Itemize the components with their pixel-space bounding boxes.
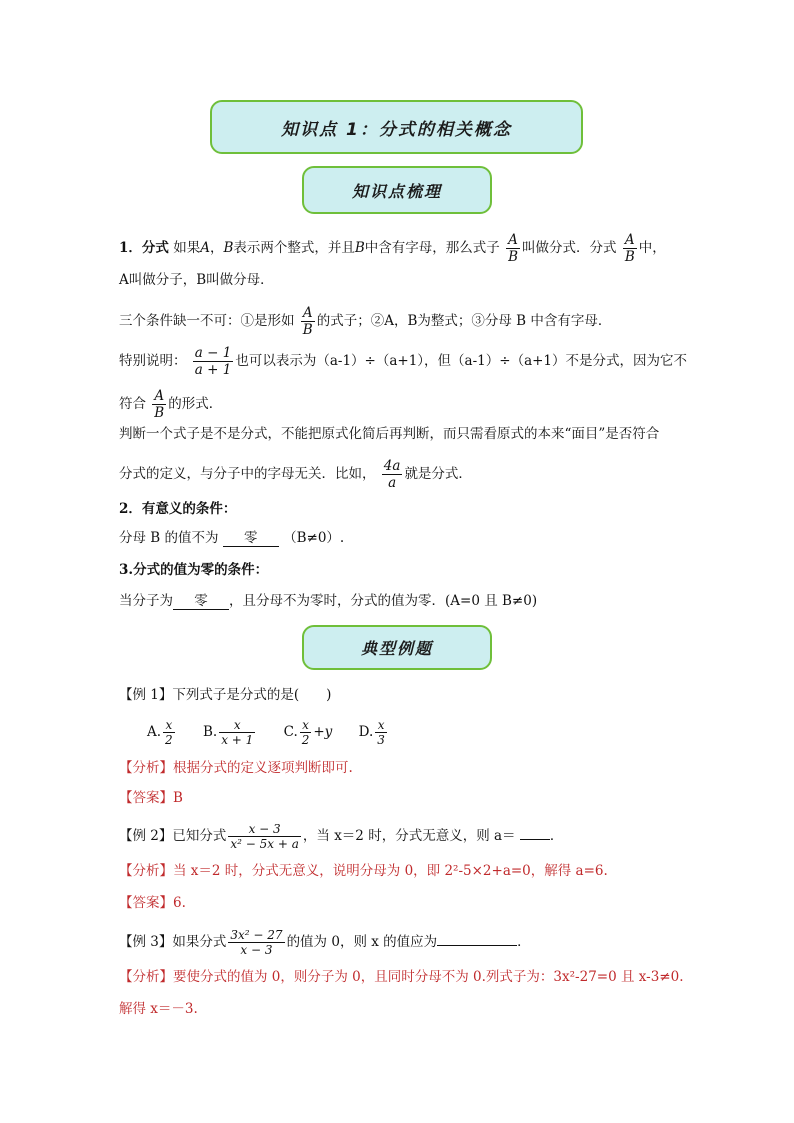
answer-text: 6. bbox=[173, 895, 186, 911]
section-2-heading: 2．有意义的条件： bbox=[119, 501, 237, 517]
definition-line-2: A叫做分子，B叫做分母． bbox=[119, 272, 274, 288]
example-2-question bbox=[119, 822, 563, 851]
text: 叫做分式．分式 bbox=[522, 240, 617, 256]
fraction-a-over-b bbox=[301, 305, 315, 338]
example-3-question bbox=[119, 928, 531, 957]
example-1-analysis bbox=[119, 758, 353, 778]
fill-blank bbox=[437, 945, 517, 946]
example-3-analysis bbox=[119, 967, 684, 987]
fraction-a-minus-1-over-a-plus-1 bbox=[193, 345, 234, 378]
option-fraction bbox=[163, 718, 175, 747]
option-fraction bbox=[375, 718, 387, 747]
text: 中含有字母，那么式子 bbox=[364, 240, 500, 256]
section-2-line bbox=[119, 528, 344, 548]
var: B bbox=[354, 240, 365, 256]
summary-banner: 知识点梳理 bbox=[302, 166, 492, 214]
special-note-line-2 bbox=[119, 388, 222, 421]
text: ． bbox=[517, 934, 531, 950]
example-label: 【例 2】 bbox=[119, 828, 173, 844]
text: 的值为 0，则 x 的值应为 bbox=[286, 934, 438, 950]
denominator: B bbox=[508, 249, 519, 265]
denominator: 2 bbox=[301, 733, 310, 747]
text: 分母 B 的值不为 bbox=[119, 530, 223, 546]
fill-blank: 零 bbox=[173, 593, 229, 610]
text: 的形式． bbox=[168, 396, 223, 412]
option-a bbox=[147, 718, 177, 747]
analysis-text: 当 x＝2 时，分式无意义，说明分母为 0，即 2²-5×2+a=0，解得 a=6. bbox=[173, 863, 608, 879]
text: 三个条件缺一不可：①是形如 bbox=[119, 313, 295, 329]
var: B bbox=[223, 240, 234, 256]
numerator: A bbox=[152, 388, 166, 405]
numerator: A bbox=[623, 232, 637, 249]
fill-blank bbox=[520, 839, 550, 840]
section-1-heading: 1．分式 bbox=[119, 240, 169, 256]
denominator: x + 1 bbox=[221, 733, 254, 747]
analysis-text: 要使分式的值为 0，则分子为 0，且同时分母不为 0.列式子为：3x²-27=0 且 x-3≠0. bbox=[173, 969, 684, 985]
option-letter: C. bbox=[283, 724, 298, 740]
denominator: B bbox=[302, 322, 313, 338]
example-1-question bbox=[119, 685, 331, 705]
denominator: a bbox=[388, 475, 397, 491]
denominator: x² − 5x + a bbox=[230, 837, 299, 851]
denominator: 3 bbox=[377, 733, 385, 747]
text: 中， bbox=[638, 240, 666, 256]
fraction-a-over-b bbox=[506, 232, 520, 265]
analysis-label: 【分析】 bbox=[119, 760, 173, 776]
text: 特别说明： bbox=[119, 353, 187, 369]
fraction-a-over-b bbox=[152, 388, 166, 421]
example-1-answer bbox=[119, 788, 183, 808]
fill-blank: 零 bbox=[223, 530, 279, 547]
text: 如果分式 bbox=[172, 934, 227, 950]
option-d bbox=[359, 718, 389, 747]
text: 也可以表示为（a-1）÷（a+1），但（a-1）÷（a+1）不是分式，因为它不 bbox=[235, 353, 688, 369]
fraction-a-over-b bbox=[623, 232, 637, 265]
numerator: x bbox=[300, 718, 312, 733]
numerator: 4a bbox=[383, 458, 401, 474]
option-b bbox=[203, 718, 257, 747]
text: 表示两个整式，并且 bbox=[233, 240, 355, 256]
numerator: a − 1 bbox=[194, 345, 232, 361]
denominator: x − 3 bbox=[240, 943, 273, 957]
conditions-line bbox=[119, 305, 611, 338]
text: 当分子为 bbox=[119, 593, 173, 609]
example-label: 【例 1】 bbox=[119, 687, 173, 703]
text: 符合 bbox=[119, 396, 146, 412]
denominator: a + 1 bbox=[194, 362, 232, 378]
text: 的式子；②A，B为整式；③分母 B 中含有字母． bbox=[316, 313, 612, 329]
text: 已知分式 bbox=[172, 828, 227, 844]
option-fraction bbox=[219, 718, 255, 747]
denominator: B bbox=[154, 405, 165, 421]
text: 就是分式． bbox=[404, 466, 472, 482]
option-letter: B. bbox=[202, 724, 218, 740]
example-label: 【例 3】 bbox=[119, 934, 173, 950]
text: 分式的定义，与分子中的字母无关．比如， bbox=[119, 466, 376, 482]
text: 如果 bbox=[173, 240, 201, 256]
text: ． bbox=[549, 828, 564, 844]
analysis-text: 根据分式的定义逐项判断即可. bbox=[173, 760, 353, 776]
analysis-label: 【分析】 bbox=[119, 969, 173, 985]
text: ， bbox=[209, 240, 224, 256]
numerator: x bbox=[219, 718, 255, 733]
option-letter: A. bbox=[147, 724, 162, 740]
answer-label: 【答案】 bbox=[119, 790, 173, 806]
example-2-answer bbox=[119, 893, 186, 913]
option-letter: D. bbox=[358, 724, 374, 740]
judge-line-2 bbox=[119, 458, 472, 491]
option-fraction bbox=[300, 718, 312, 747]
example-2-analysis bbox=[119, 861, 608, 881]
examples-banner: 典型例题 bbox=[302, 625, 492, 670]
text: ，且分母不为零时，分式的值为零．(A=0 且 B≠0) bbox=[229, 593, 538, 609]
option-c bbox=[284, 718, 333, 747]
answer-label: 【答案】 bbox=[119, 895, 173, 911]
text: ，当 x＝2 时，分式无意义，则 a＝ bbox=[302, 828, 516, 844]
denominator: B bbox=[624, 249, 635, 265]
denominator: 2 bbox=[165, 733, 173, 747]
example-1-options bbox=[147, 718, 411, 747]
section-3-line bbox=[119, 591, 537, 611]
topic-title-banner: 知识点 1：分式的相关概念 bbox=[210, 100, 583, 154]
special-note-line-1 bbox=[119, 345, 687, 378]
numerator: 3x² − 27 bbox=[230, 928, 283, 942]
numerator: x − 3 bbox=[228, 822, 301, 837]
fraction-4a-over-a bbox=[382, 458, 403, 491]
numerator: x bbox=[375, 718, 387, 733]
text: 下列式子是分式的是( ) bbox=[172, 687, 332, 703]
definition-line-1 bbox=[119, 232, 666, 265]
example-2-fraction bbox=[228, 822, 301, 851]
example-3-analysis-line-2: 解得 x＝－3. bbox=[119, 1001, 198, 1017]
example-3-fraction bbox=[228, 928, 284, 957]
numerator: A bbox=[506, 232, 520, 249]
section-3-heading: 3.分式的值为零的条件： bbox=[119, 562, 269, 578]
option-tail: +y bbox=[313, 724, 333, 740]
analysis-label: 【分析】 bbox=[119, 863, 173, 879]
judge-line-1: 判断一个式子是不是分式，不能把原式化简后再判断，而只需看原式的本来“面目”是否符合 bbox=[119, 426, 660, 442]
numerator: A bbox=[301, 305, 315, 322]
numerator: x bbox=[163, 718, 175, 733]
answer-text: B bbox=[173, 790, 183, 806]
text: （B≠0）. bbox=[283, 530, 345, 546]
var: A bbox=[200, 240, 210, 256]
